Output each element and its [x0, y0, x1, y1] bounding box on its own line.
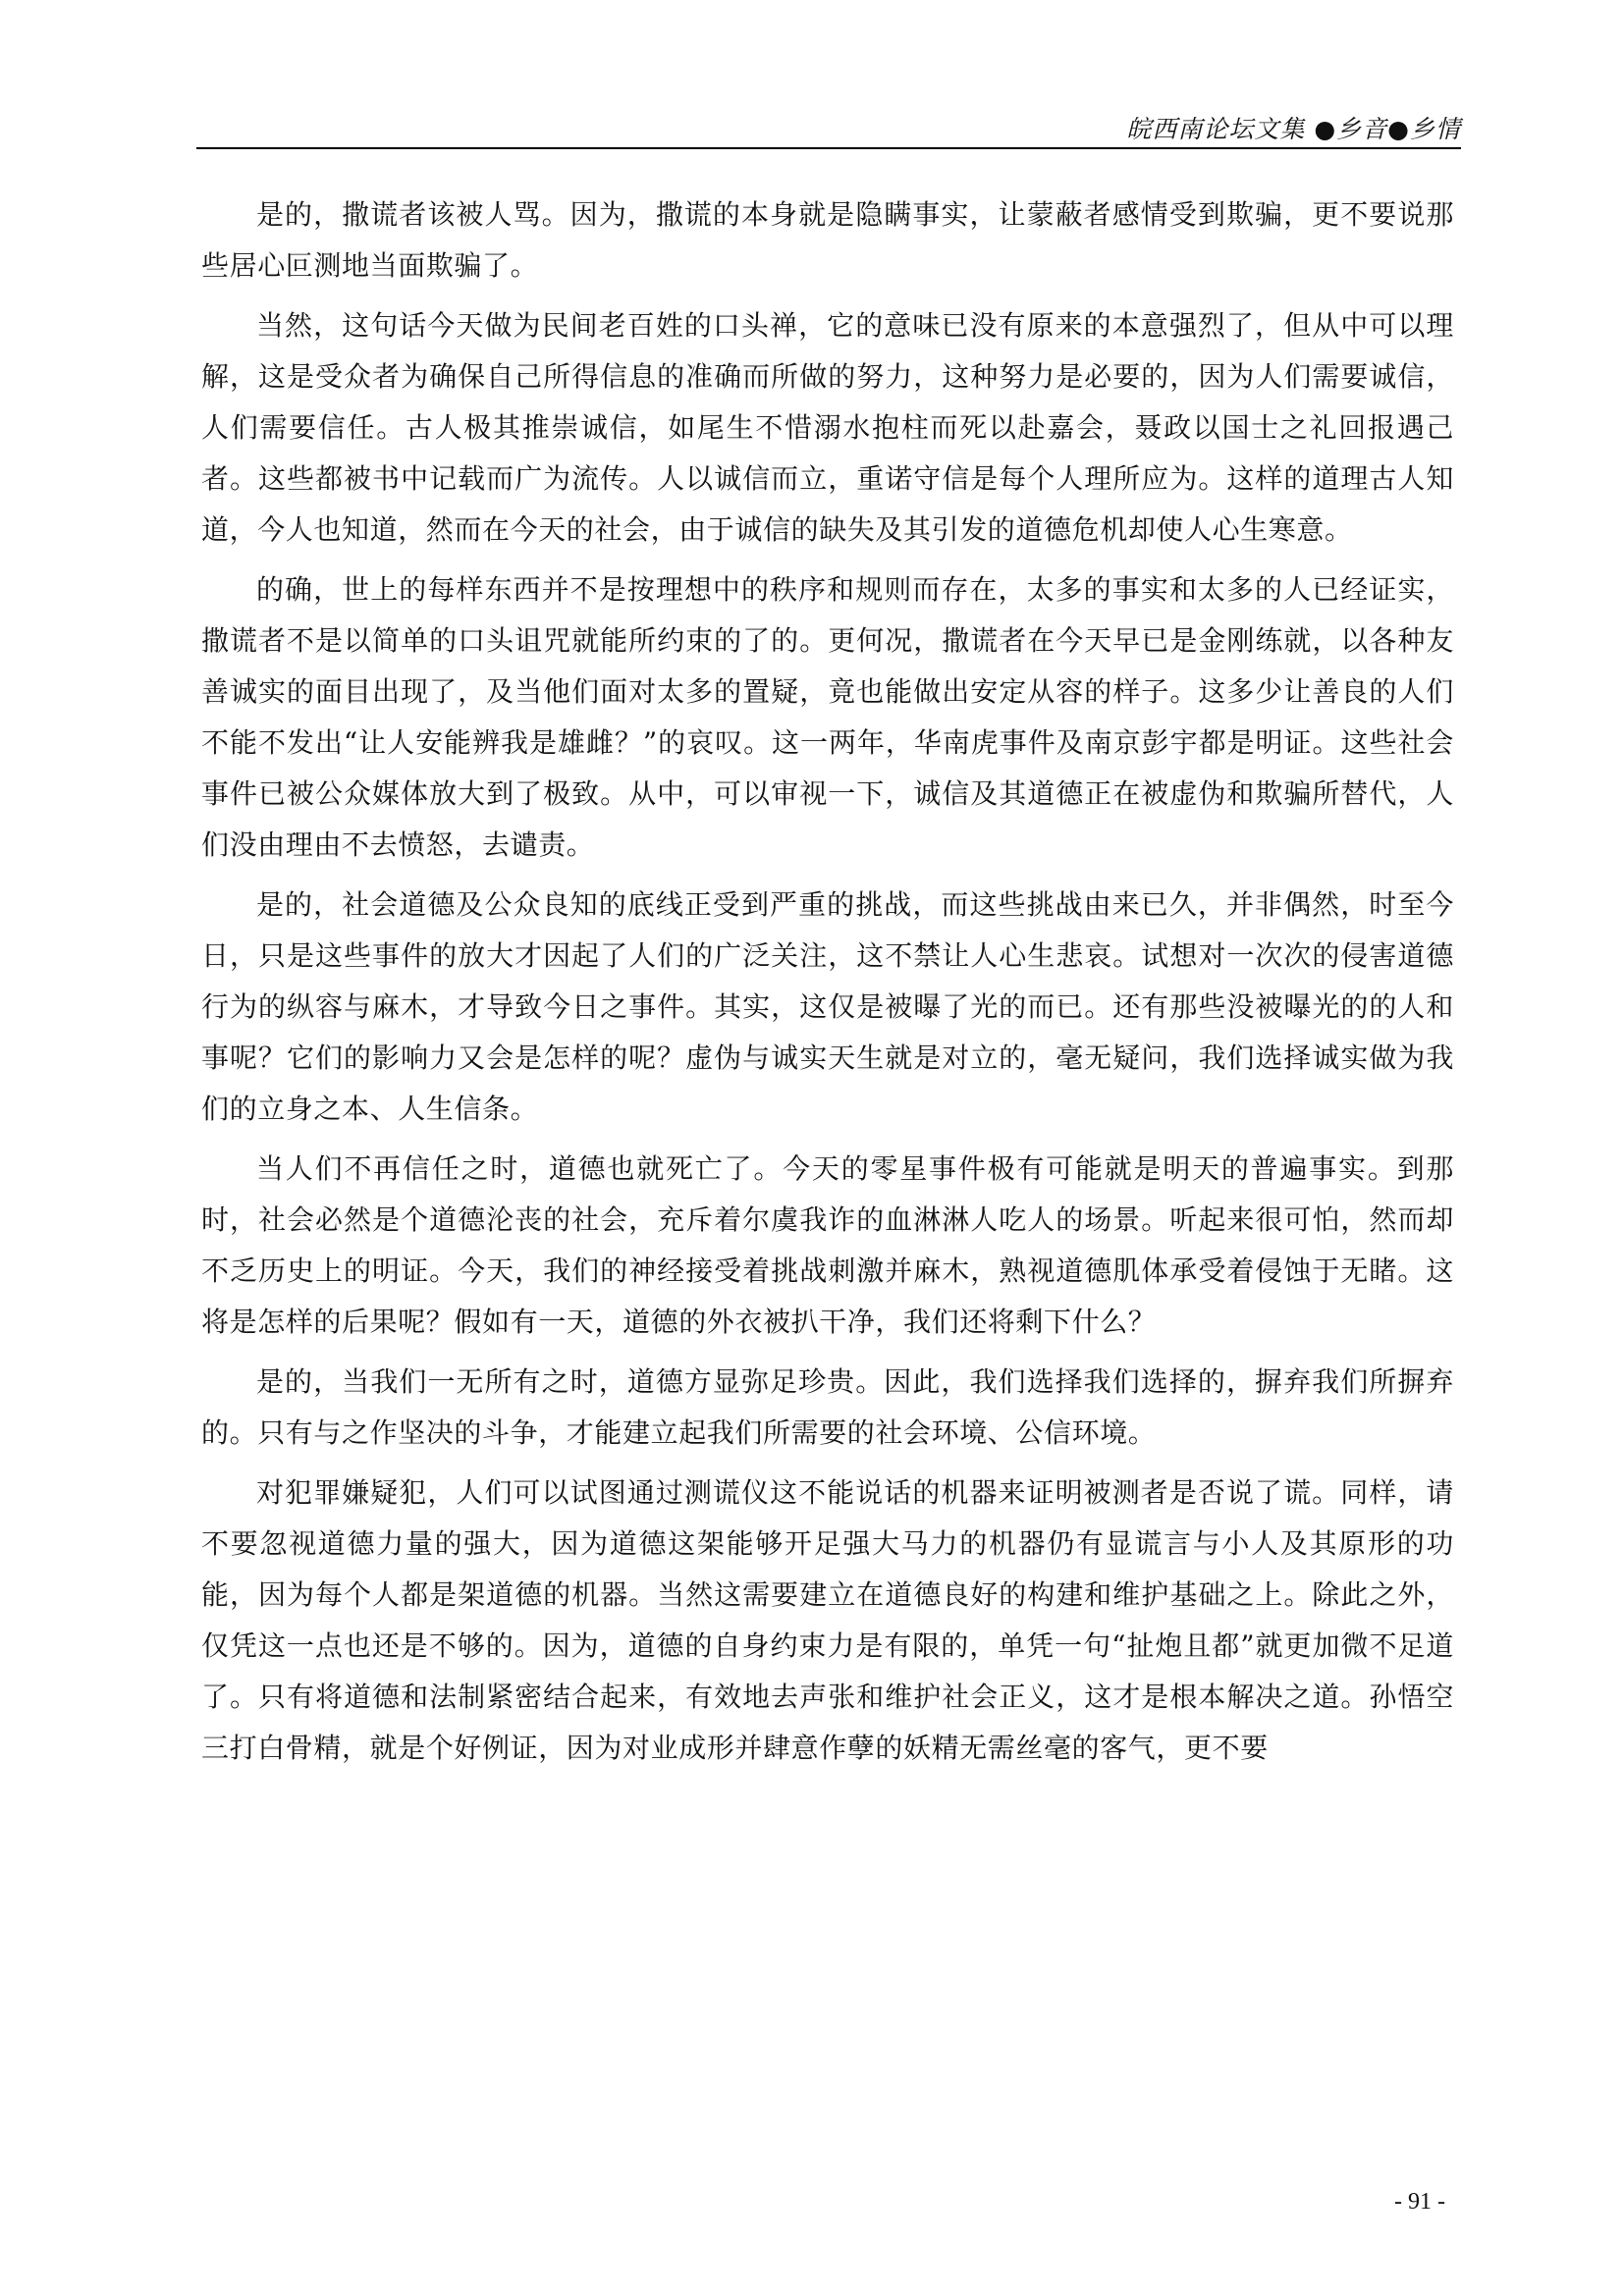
paragraph: 是的，当我们一无所有之时，道德方显弥足珍贵。因此，我们选择我们选择的，摒弃我们所摒弃的。只有与之作坚决的斗争，才能建立起我们所需要的社会环境、公信环境。 — [201, 1365, 1454, 1449]
running-header — [196, 110, 1461, 149]
paragraph: 当然，这句话今天做为民间老百姓的口头禅，它的意味已没有原来的本意强烈了，但从中可以理解，这是受众者为确保自己所得信息的准确而所做的努力，这种努力是必要的，因为人们需要诚信，人们需要信任。古人极其推崇诚信，如尾生不惜溺水抱柱而死以赴嘉会，聂政以国士之礼回报遇己者。这些都被书中记载而广为流传。人以诚信而立，重诺守信是每个人理所应为。这样的道理古人知道，今人也知道，然而在今天的社会，由于诚信的缺失及其引发的道德危机却使人心生寒意。 — [201, 309, 1454, 546]
paragraph: 的确，世上的每样东西并不是按理想中的秩序和规则而存在，太多的事实和太多的人已经证实，撒谎者不是以简单的口头诅咒就能所约束的了的。更何况，撒谎者在今天早已是金刚练就，以各种友善诚实的面目出现了，及当他们面对太多的置疑，竟也能做出安定从容的样子。这多少让善良的人们不能不发出“让人安能辨我是雄雌？”的哀叹。这一两年，华南虎事件及南京彭宇都是明证。这些社会事件已被公众媒体放大到了极致。从中，可以审视一下，诚信及其道德正在被虚伪和欺骗所替代，人们没由理由不去愤怒，去谴责。 — [201, 573, 1454, 861]
paragraph: 是的，社会道德及公众良知的底线正受到严重的挑战，而这些挑战由来已久，并非偶然，时至今日，只是这些事件的放大才因起了人们的广泛关注，这不禁让人心生悲哀。试想对一次次的侵害道德行为的纵容与麻木，才导致今日之事件。其实，这仅是被曝了光的而已。还有那些没被曝光的的人和事呢？它们的影响力又会是怎样的呢？虚伪与诚实天生就是对立的，毫无疑问，我们选择诚实做为我们的立身之本、人生信条。 — [201, 888, 1454, 1125]
paragraph: 当人们不再信任之时，道德也就死亡了。今天的零星事件极有可能就是明天的普遍事实。到那时，社会必然是个道德沦丧的社会，充斥着尔虞我诈的血淋淋人吃人的场景。听起来很可怕，然而却不乏历史上的明证。今天，我们的神经接受着挑战刺激并麻木，熟视道德肌体承受着侵蚀于无睹。这将是怎样的后果呢？假如有一天，道德的外衣被扒干净，我们还将剩下什么？ — [201, 1152, 1454, 1338]
header-title: 皖西南论坛文集 ●乡音●乡情 — [1126, 115, 1461, 143]
paragraph: 是的，撒谎者该被人骂。因为，撒谎的本身就是隐瞒事实，让蒙蔽者感情受到欺骗，更不要说那些居心叵测地当面欺骗了。 — [201, 198, 1454, 282]
paragraph: 对犯罪嫌疑犯，人们可以试图通过测谎仪这不能说话的机器来证明被测者是否说了谎。同样，请不要忽视道德力量的强大，因为道德这架能够开足强大马力的机器仍有显谎言与小人及其原形的功能，因为每个人都是架道德的机器。当然这需要建立在道德良好的构建和维护基础之上。除此之外，仅凭这一点也还是不够的。因为，道德的自身约束力是有限的，单凭一句“扯炮且都”就更加微不足道了。只有将道德和法制紧密结合起来，有效地去声张和维护社会正义，这才是根本解决之道。孙悟空三打白骨精，就是个好例证，因为对业成形并肆意作孽的妖精无需丝毫的客气，更不要 — [201, 1476, 1454, 1764]
page-number: - 91 - — [1394, 2189, 1445, 2215]
article-body — [201, 189, 1454, 1783]
header-rule — [196, 147, 1461, 149]
